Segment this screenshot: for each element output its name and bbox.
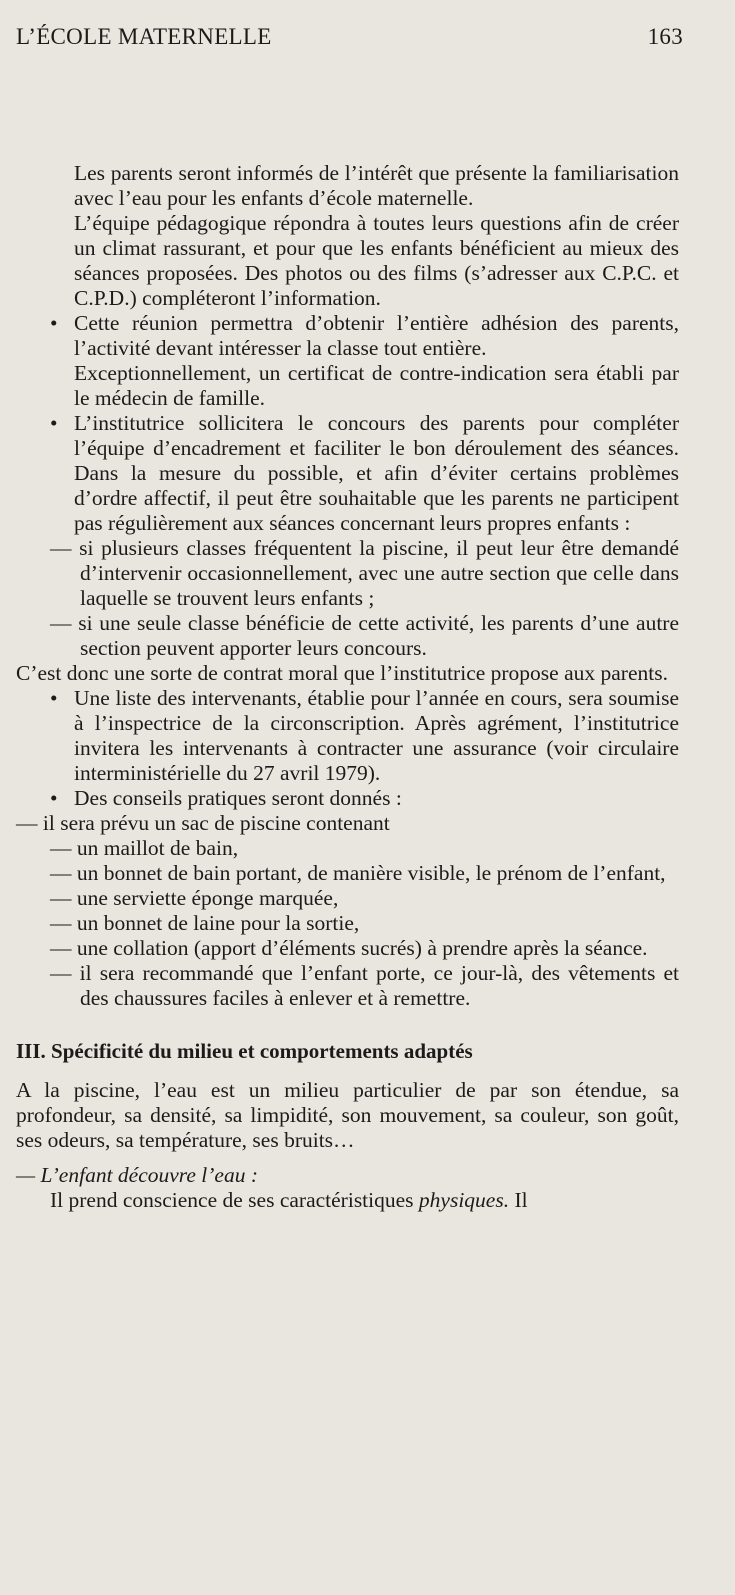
emphasis: physiques. xyxy=(418,1188,510,1212)
list-item: — une collation (apport d’éléments sucrés) à prendre après la séance. xyxy=(50,936,648,960)
running-title: L’ÉCOLE MATERNELLE xyxy=(16,24,272,49)
bullet-item xyxy=(16,686,679,786)
list-item: — un maillot de bain, xyxy=(50,836,239,860)
bullet-item xyxy=(16,311,679,361)
dash-heading xyxy=(16,1163,679,1188)
dash-item: — si une seule classe bénéficie de cette activité, les parents d’une autre section peuvent apporter leurs concours. xyxy=(50,611,679,660)
paragraph xyxy=(16,1188,679,1213)
bullet-icon: • xyxy=(50,686,58,710)
page-number: 163 xyxy=(647,24,683,49)
bullet-text: Cette réunion permettra d’obtenir l’entière adhésion des parents, l’activité devant intéresser la classe tout entière. xyxy=(74,311,679,360)
dash-heading-text: — L’enfant découvre l’eau : xyxy=(16,1163,259,1187)
paragraph: C’est donc une sorte de contrat moral que l’institutrice propose aux parents. xyxy=(16,661,668,685)
list-item: — une serviette éponge marquée, xyxy=(50,886,339,910)
body-text xyxy=(16,161,679,1213)
paragraph: Les parents seront informés de l’intérêt que présente la familiarisation avec l’eau pour les enfants d’école maternelle. xyxy=(74,161,679,210)
list-item: — il sera recommandé que l’enfant porte, ce jour-là, des vêtements et des chaussures faciles à enlever et à remettre. xyxy=(50,961,679,1010)
bullet-text: Une liste des intervenants, établie pour l’année en cours, sera soumise à l’inspectrice de la circonscription. Après agrément, l’institutrice invitera les intervenants à contracter une assurance (voir circulaire interministérielle du 27 avril 1979). xyxy=(74,686,679,785)
paragraph-text: Il prend conscience de ses caractéristiques xyxy=(50,1188,414,1212)
list-item: — un bonnet de laine pour la sortie, xyxy=(50,911,360,935)
dash-item: — si plusieurs classes fréquentent la piscine, il peut leur être demandé d’intervenir occasionnellement, avec une autre section que celle dans laquelle se trouvent leurs enfants ; xyxy=(50,536,679,610)
dash-item: — il sera prévu un sac de piscine contenant xyxy=(16,811,390,835)
bullet-item xyxy=(16,411,679,536)
bullet-text: L’institutrice sollicitera le concours des parents pour compléter l’équipe d’encadrement et faciliter le bon déroulement des séances. Dans la mesure du possible, et afin d’éviter certains problèmes d’ordre affectif, il peut être souhaitable que les parents ne participent pas régulièrement aux séances concernant leurs propres enfants : xyxy=(74,411,679,535)
bullet-text: Des conseils pratiques seront donnés : xyxy=(74,786,402,810)
paragraph: A la piscine, l’eau est un milieu particulier de par son étendue, sa profondeur, sa densité, sa limpidité, son mouvement, sa couleur, son goût, ses odeurs, sa température, ses bruits… xyxy=(16,1078,679,1152)
bullet-icon: • xyxy=(50,311,58,335)
bullet-item xyxy=(16,786,679,811)
paragraph: Exceptionnellement, un certificat de contre-indication sera établi par le médecin de famille. xyxy=(74,361,679,410)
list-item: — un bonnet de bain portant, de manière visible, le prénom de l’enfant, xyxy=(50,861,666,885)
paragraph: L’équipe pédagogique répondra à toutes leurs questions afin de créer un climat rassurant, et pour que les enfants bénéficient au mieux des séances proposées. Des photos ou des films (s’adresser aux C.P.C. et C.P.D.) compléteront l’information. xyxy=(74,211,679,310)
bullet-icon: • xyxy=(50,786,58,810)
page-header xyxy=(16,24,683,50)
section-heading: III. Spécificité du milieu et comportements adaptés xyxy=(16,1039,473,1063)
bullet-icon: • xyxy=(50,411,58,435)
paragraph-text: Il xyxy=(514,1188,528,1212)
